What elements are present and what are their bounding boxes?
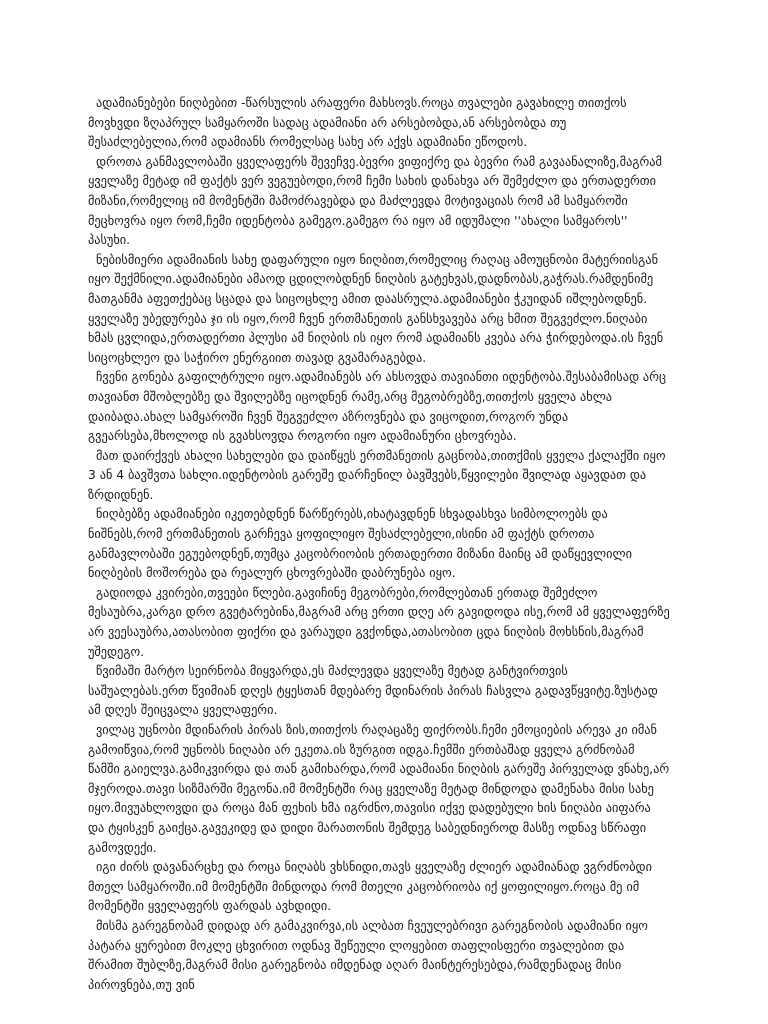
paragraph-11: მისმა გარეგნობამ დიდად არ გამაკვირვა,ის ალბათ ჩვეულებრივი გარეგნობის ადამიანი იყო პატარა ყურებით მოკლე ცხვირით ოდნავ შეწეული ლოყებით თაფლისფერი თვალებით და შრამით შუბლზე,მაგრამ მისი გარეგნობა იმდენად აღარ მაინტერესებდა,რამდენადაც მისი პიროვნება,თუ ვინ — [88, 918, 648, 992]
paragraph-7: გადიოდა კვირები,თვეები წლები.გავიჩინე მეგობრები,რომლებთან ერთად შემეძლო მესაუბრა,კარგი დრო გვეტარებინა,მაგრამ არც ერთი დღე არ გავიდოდა ისე,რომ ამ ყველაფერზე არ ვეესაუბრა,ათასობით ფიქრი და ვარაუდი გვქონდა,ათასობით ცდა ნიღბის მოხსნის,მაგრამ უშედეგო. — [88, 585, 670, 659]
document-page — [88, 94, 670, 995]
paragraph-6: ნიღბებზე ადამიანები იკეთებდნენ წარწერებს,იხატავდნენ სხვადასხვა სიმბოლოებს და ნიშნებს,რომ ერთმანეთის გარჩევა ყოფილიყო შესაძლებელი,ისინი ამ ფაქტს დროთა განმავლობაში ეგუებოდნენ,თუმცა კაცობრიობის ერთადერთი მიზანი მაინც ამ დაწყევლილი ნიღბების მოშორება და რეალურ ცხოვრებაში დაბრუნება იყო. — [88, 507, 632, 581]
paragraph-1: ადამიანებები ნიღბებით -წარსულის არაფერი მახსოვს.როცა თვალები გავახილე თითქოს მოვხვდი ზღაპრულ სამყაროში სადაც ადამიანი არ არსებობდა,ან არსებობდა თუ შესაძლებელია,რომ ადამიანს რომელსაც სახე არ აქვს ადამიანი ეწოდოს. — [88, 96, 627, 150]
paragraph-2: დროთა განმავლობაში ყველაფერს შევეჩვე.ბევრი ვიფიქრე და ბევრი რამ გავაანალიზე,მაგრამ ყველაზე მეტად იმ ფაქტს ვერ ვეგუებოდი,რომ ჩემი სახის დანახვა არ შემეძლო და ერთადერთი მიზანი,რომელიც იმ მომენტში მამოძრავებდა და მაძლევდა მოტივაციას რომ ამ სამყაროში მეცხოვრა იყო რომ,ჩემი იდენტობა გამეგო.გამეგო რა იყო ამ იდუმალი ''ახალი სამყაროს'' პასუხი. — [88, 154, 662, 248]
paragraph-4: ჩვენი გონება გაფილტრული იყო.ადამიანებს არ ახსოვდა თავიანთი იდენტობა.შესაბამისად არც თავიანთ მშობლებზე და შვილებზე იცოდნენ რამე,არც მეგობრებზე,თითქოს ყველა ახლა დაიბადა.ახალ სამყაროში ჩვენ შეგვეძლო აზროვნება და ვიცოდით,როგორ უნდა გვეარსება,მხოლოდ ის გვახსოვდა როგორი იყო ადამიანური ცხოვრება. — [88, 370, 666, 444]
paragraph-9: ვილაც უცნობი მდინარის პირას ზის,თითქოს რაღაცაზე ფიქრობს.ჩემი ემოციების არევა კი იმან გამოიწვია,რომ უცნობს ნიღაბი არ ეკეთა.ის ზურგით იდგა.ჩემში ერთბაშად ყველა გრძნობამ წამში გაიელვა.გამიკვირდა და თან გამიხარდა,რომ ადამიანი ნიღბის გარეშე პირველად ვნახე,არ მჯეროდა.თავი სიზმარში მეგონა.იმ მომენტში რაც ყველაზე მეტად მინდოდა დამენახა მისი სახე იყო.მივუახლოვდი და როცა მან ფეხის ხმა იგრძნო,თავისი იქვე დადებული ხის ნიღაბი აიფარა და ტყისკენ გაიქცა.გავეკიდე და დიდი მარათონის შემდეგ საბედნიეროდ მასზე ოდნავ სწრაფი გამოვდექი. — [88, 723, 670, 855]
paragraph-3: ნებისმიერი ადამიანის სახე დაფარული იყო ნიღბით,რომელიც რაღაც ამოუცნობი მატერიისგან იყო შექმნილი.ადამიანები ამაოდ ცდილობდნენ ნიღბის გატეხვას,დადნობას,გაჭრას.რამდენიმე მათგანმა აფეთქებაც სცადა და სიცოცხლე ამით დაასრულა.ადამიანები ჭკუიდან იშლებოდნენ. ყველაზე უბედურება ჯი ის იყო,რომ ჩვენ ერთმანეთის განსხვავება არც ხმით შეგვეძლო.ნიღაბი ხმას ცვლიდა,ერთადერთი პლუსი ამ ნიღბის ის იყო რომ ადამიანს კვება არა ჭირდებოდა.ის ჩვენ სიცოცხლეო და საჭირო ენერგიით თავად გვამარაგებდა. — [88, 252, 664, 365]
paragraph-10: იგი ძირს დავანარცხე და როცა ნიღაბს ვხსნიდი,თავს ყველაზე ძლიერ ადამიანად ვგრძნობდი მთელ სამყაროში.იმ მომენტში მინდოდა რომ მთელი კაცობრიობა იქ ყოფილიყო.როცა მე იმ მომენტში ყველაფერს ფარდას ავხდიდი. — [88, 860, 652, 914]
paragraph-5: მათ დაირქვეს ახალი სახელები და დაიწყეს ერთმანეთის გაცნობა,თითქმის ყველა ქალაქში იყო 3 ან 4 ბავშვთა სახლი.იდენტობის გარეშე დარჩენილ ბავშვებს,წყვილები შვილად აყავდათ და ზრდიდნენ. — [88, 448, 666, 502]
paragraph-8: წვიმაში მარტო სეირნობა მიყვარდა,ეს მაძლევდა ყველაზე მეტად განტვირთვის საშუალებას.ერთ წვიმიან დღეს ტყესთან მდებარე მდინარის პირას ჩასვლა გადავწყვიტე.ზუსტად ამ დღეს შეიცვალა ყველაფერი. — [88, 664, 658, 718]
